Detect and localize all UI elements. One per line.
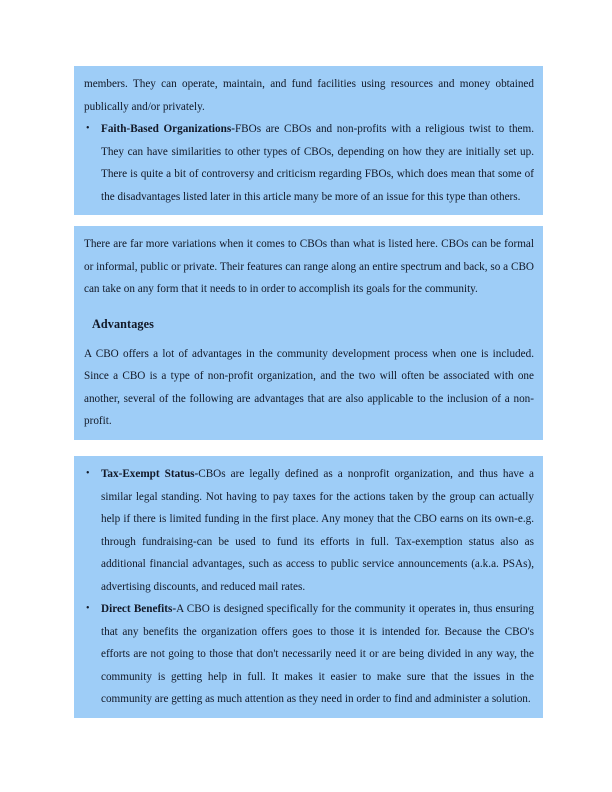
list-item-text: CBOs are legally defined as a nonprofit organization, and thus have a similar legal standing. Not having to pay taxes for the actions taken by the group can actually help if there is limited funding in the first place. Any money that the CBO earns on its own-e.g. through fundraising-can be used to fund its efforts in full. Tax-exemption status also as additional financial advantages, such as access to public service announcements (a.k.a. PSAs), advertising discounts, and reduced mail rates. <box>101 468 535 593</box>
highlighted-block-2 <box>74 226 543 440</box>
list-item-text: FBOs are CBOs and non-profits with a religious twist to them. They can have similarities to other types of CBOs, depending on how they are initially set up. There is quite a bit of controversy and criticism regarding FBOs, which does mean that some of the disadvantages listed later in this article many be more of an issue for this type than others. <box>101 123 535 203</box>
highlighted-block-3 <box>74 456 543 718</box>
list-item-text: A CBO is designed specifically for the community it operates in, thus ensuring that any benefits the organization offers goes to those it is intended for. Because the CBO's efforts are not going to those that don't necessarily need it or are being divided in any way, the community is getting help in full. It makes it easier to make sure that the issues in the community are getting as much attention as they need in order to find and administer a solution. <box>101 603 534 705</box>
list-item-term: Direct Benefits- <box>101 603 177 615</box>
block-2-content <box>74 226 543 440</box>
list-item <box>84 463 534 598</box>
spacer <box>84 301 534 309</box>
paragraph-variations: There are far more variations when it comes to CBOs than what is listed here. CBOs can be formal or informal, public or private. Their features can range along an entire spectrum and back, so a CBO can take on any form that it needs to in order to accomplish its goals for the community. <box>84 238 534 295</box>
block-3-content <box>74 456 543 718</box>
list-item-term: Tax-Exempt Status- <box>101 468 199 480</box>
paragraph-advantages-intro: A CBO offers a lot of advantages in the community development process when one is included. Since a CBO is a type of non-profit organization, and the two will often be associated with one another, several of the following are advantages that are also applicable to the inclusion of a non-profit. <box>84 347 534 427</box>
list-item <box>84 118 534 208</box>
bullet-list-organization-types <box>84 118 534 208</box>
list-item-term: Faith-Based Organizations- <box>101 123 235 135</box>
list-item <box>84 598 534 711</box>
continued-paragraph: members. They can operate, maintain, and fund facilities using resources and money obtained publically and/or privately. <box>84 78 534 113</box>
section-heading-advantages: Advantages <box>92 316 154 331</box>
bullet-list-advantages <box>84 463 534 711</box>
block-1-content <box>74 66 543 215</box>
highlighted-block-1 <box>74 66 543 215</box>
